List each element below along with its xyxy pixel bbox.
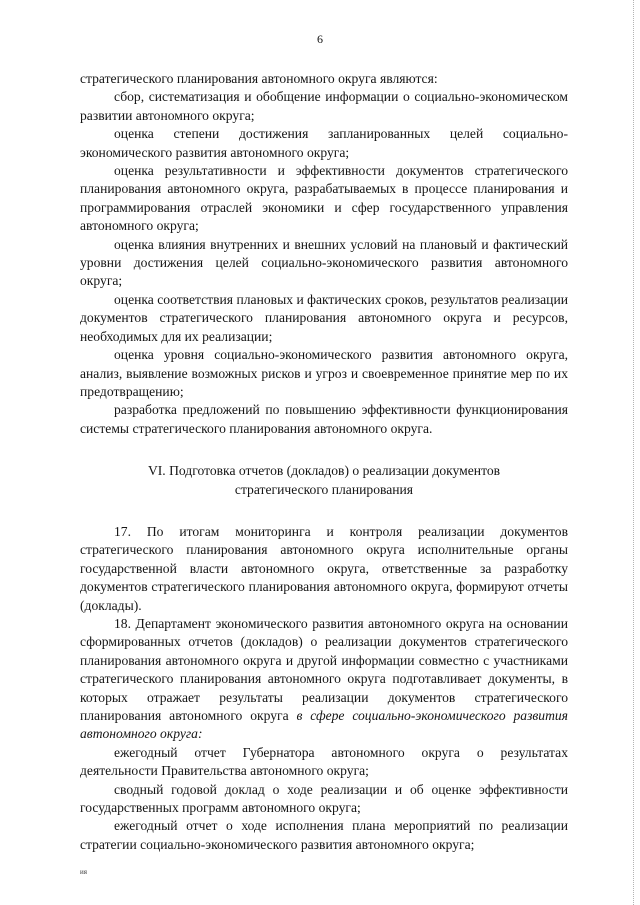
- paragraph: оценка соответствия плановых и фактических сроков, результатов реализации документов стратегического планирования автономного округа и ресурсов, необходимых для их реализации;: [80, 291, 568, 344]
- paragraph-18-italic: в сфере социально-экономического развития автономного округа:: [80, 708, 569, 742]
- paragraph-17: 17. По итогам мониторинга и контроля реализации документов стратегического планирования автономного округа исполнительные органы государственной власти автономного округа, ответственные за разработку документов стратегического планирования автономного округа, формируют отчеты (доклады).: [80, 523, 568, 613]
- section-heading-line: VI. Подготовка отчетов (докладов) о реализации документов: [147, 463, 501, 479]
- footer-mark: ия: [80, 868, 87, 876]
- paragraph: сводный годовой доклад о ходе реализации и об оценке эффективности государственных программ автономного округа;: [80, 781, 568, 816]
- scan-edge-divider: [632, 0, 634, 905]
- paragraph: разработка предложений по повышению эффективности функционирования системы стратегического планирования автономного округа.: [80, 402, 568, 436]
- document-body: [80, 70, 568, 854]
- paragraph-18: [80, 615, 568, 744]
- paragraph: ежегодный отчет Губернатора автономного округа о результатах деятельности Правительства автономного округа;: [80, 744, 568, 779]
- page-number: 6: [317, 32, 323, 46]
- paragraph: оценка уровня социально-экономического развития автономного округа, анализ, выявление возможных рисков и угроз и своевременное принятие мер по их предотвращению;: [80, 347, 568, 399]
- paragraph: ежегодный отчет о ходе исполнения плана мероприятий по реализации стратегии социально-экономического развития автономного округа;: [80, 818, 568, 852]
- paragraph-18-text: 18. Департамент экономического развития автономного округа на основании сформированных отчетов (докладов) о реализации документов стратегического планирования автономного округа и другой информации совместно с участниками стратегического планирования автономного округа подготавливает документы, в которых отражает результаты реализации документов стратегического планирования автономного округа: [80, 615, 568, 723]
- paragraph: оценка влияния внутренних и внешних условий на плановый и фактический уровни достижения целей социально-экономического развития автономного округа;: [80, 236, 568, 289]
- paragraph: стратегического планирования автономного округа являются:: [80, 71, 438, 86]
- section-heading-line: стратегического планирования: [234, 481, 414, 497]
- paragraph: оценка степени достижения запланированных целей социально-экономического развития автономного округа;: [80, 126, 568, 160]
- paragraph: сбор, систематизация и обобщение информации о социально-экономическом развитии автономного округа;: [80, 89, 568, 123]
- paragraph: оценка результативности и эффективности документов стратегического планирования автономного округа, разрабатываемых в процессе планирования и программирования отраслей экономики и сфер государственного управления автономного округа;: [80, 163, 568, 234]
- section-heading: [80, 462, 568, 499]
